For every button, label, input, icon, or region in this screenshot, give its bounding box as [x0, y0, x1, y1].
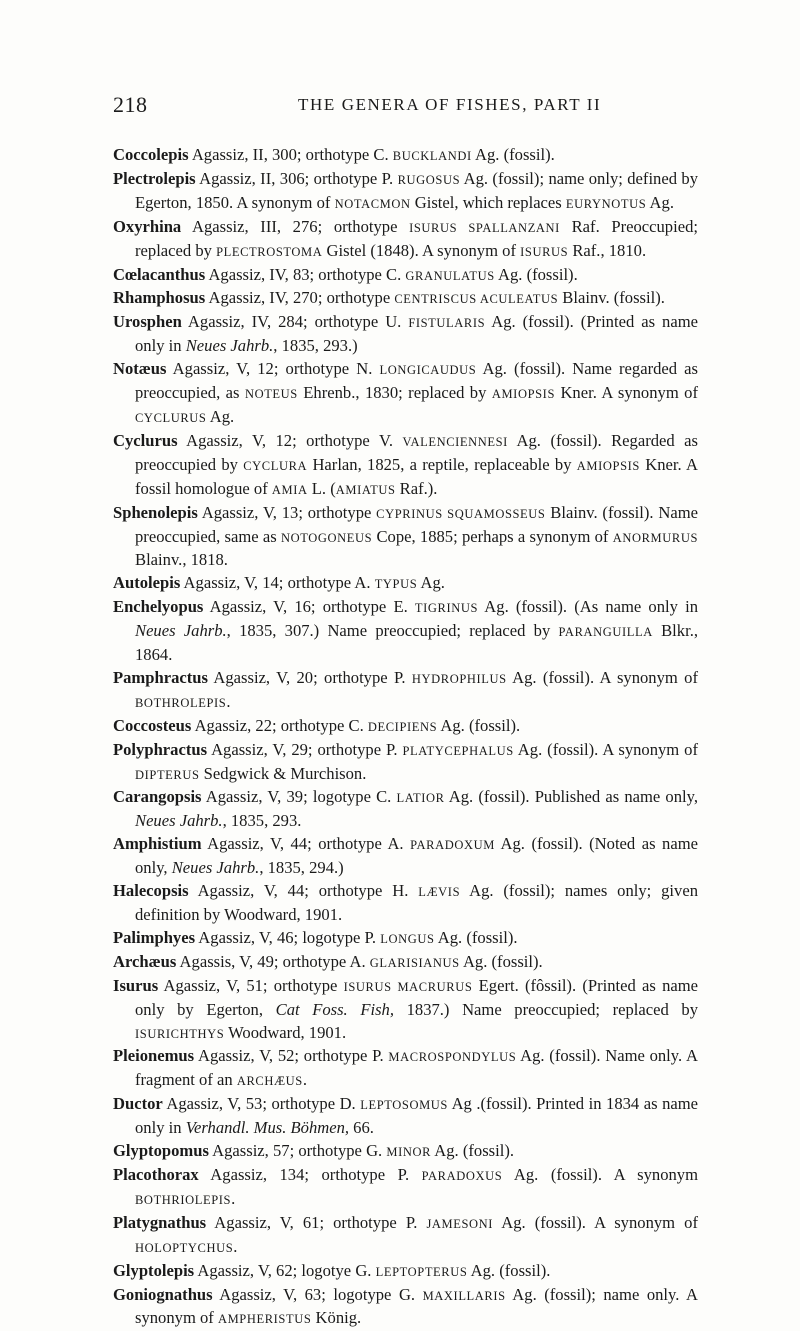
taxon-name: ISURUS MACRURUS [344, 980, 473, 994]
citation-title: Cat Foss. Fish, [276, 1000, 394, 1019]
taxon-name: CYCLURA [243, 459, 307, 473]
taxon-name: DIPTERUS [135, 768, 200, 782]
entry-text: Ag. (fossil). (Noted as name only, [135, 834, 698, 877]
genus-name: Carangopsis [113, 787, 202, 806]
taxon-name: GRANULATUS [405, 269, 494, 283]
taxon-name: LATIOR [396, 791, 444, 805]
entry-text: Blainv. (fossil). Name preoccupied, same as [135, 503, 698, 546]
entry-text: Agassiz, 22; orthotype C. [191, 716, 368, 735]
genus-name: Halecopsis [113, 881, 189, 900]
genus-name: Amphistium [113, 834, 202, 853]
entry-text: Ag. [206, 407, 234, 426]
genus-name: Coccolepis [113, 145, 189, 164]
genus-entry [113, 168, 698, 216]
entry-text: Ag. (fossil). [435, 928, 518, 947]
entry-text: Raf.). [396, 479, 438, 498]
entry-text: Gistel (1848). A synonym of [322, 241, 520, 260]
genus-entry [113, 572, 698, 596]
entry-text: Ag. (fossil). (As name only in [478, 597, 698, 616]
entry-text: , 1835, 294.) [259, 858, 343, 877]
taxon-name: AMIATUS [336, 483, 396, 497]
entry-text: Ag. (fossil); name only; defined by Egerton, 1850. A synonym of [135, 169, 698, 212]
entry-text: . [233, 1237, 237, 1256]
genus-entry [113, 287, 698, 311]
taxon-name: EURYNOTUS [566, 197, 646, 211]
entry-text: Agassiz, V, 20; orthotype P. [208, 668, 412, 687]
genus-entry [113, 715, 698, 739]
taxon-name: GLARISIANUS [370, 956, 460, 970]
entry-text: Agassiz, V, 12; orthotype N. [166, 359, 379, 378]
entry-text: Ag. (fossil). [472, 145, 555, 164]
taxon-name: LONGUS [380, 932, 434, 946]
entry-text: Agassiz, IV, 83; orthotype C. [205, 265, 405, 284]
entry-text: Ag .(fossil). Printed in 1834 as name only in [135, 1094, 698, 1137]
genus-name: Notæus [113, 359, 166, 378]
entry-text: Agassiz, V, 63; logotype G. [213, 1285, 423, 1304]
taxon-name: DECIPIENS [368, 720, 437, 734]
taxon-name: ISURUS [520, 245, 568, 259]
entry-text: Agassis, V, 49; orthotype A. [176, 952, 369, 971]
genus-name: Rhamphosus [113, 288, 205, 307]
entry-text: Agassiz, V, 12; orthotype V. [178, 431, 403, 450]
genus-name: Goniognathus [113, 1285, 213, 1304]
genus-entry-list [113, 144, 698, 1331]
genus-name: Cœlacanthus [113, 265, 205, 284]
entry-text: Agassiz, V, 62; logotye G. [194, 1261, 375, 1280]
genus-name: Cyclurus [113, 431, 178, 450]
genus-name: Palimphyes [113, 928, 195, 947]
entry-text: Agassiz, II, 300; orthotype C. [189, 145, 393, 164]
genus-entry [113, 264, 698, 288]
genus-name: Pleionemus [113, 1046, 194, 1065]
entry-text: Ag. (fossil). A synonym [502, 1165, 698, 1184]
entry-text: Harlan, 1825, a reptile, replaceable by [307, 455, 577, 474]
entry-text: Ag. (fossil); name only. A synonym of [135, 1285, 698, 1328]
taxon-name: PARANGUILLA [559, 625, 653, 639]
genus-name: Oxyrhina [113, 217, 181, 236]
entry-text: , 1835, 293. [223, 811, 302, 830]
entry-text: Sedgwick & Murchison. [200, 764, 367, 783]
citation-title: Neues Jahrb. [135, 811, 223, 830]
entry-text: Ag. (fossil). A synonym of [514, 740, 698, 759]
entry-text: L. ( [308, 479, 336, 498]
genus-entry [113, 975, 698, 1046]
entry-text: Agassiz, V, 52; orthotype P. [194, 1046, 388, 1065]
entry-text: Ag. (fossil). A synonym of [507, 668, 698, 687]
page-header [0, 92, 800, 122]
entry-text: Agassiz, V, 16; orthotype E. [203, 597, 415, 616]
genus-entry [113, 739, 698, 787]
genus-entry [113, 358, 698, 430]
genus-name: Urosphen [113, 312, 182, 331]
entry-text: Ag. (fossil). [437, 716, 520, 735]
entry-text: Agassiz, 134; orthotype P. [199, 1165, 422, 1184]
genus-entry [113, 667, 698, 715]
genus-name: Glyptopomus [113, 1141, 209, 1160]
genus-entry [113, 927, 698, 951]
entry-text: Ag. (fossil). (Printed as name only in [135, 312, 698, 355]
entry-text: Kner. A synonym of [555, 383, 698, 402]
taxon-name: PLECTROSTOMA [216, 245, 322, 259]
entry-text: Blainv. (fossil). [558, 288, 665, 307]
entry-text: Ag. (fossil). Name only. A fragment of an [135, 1046, 698, 1089]
genus-name: Isurus [113, 976, 158, 995]
taxon-name: ISURICHTHYS [135, 1027, 224, 1041]
entry-text: Agassiz, II, 306; orthotype P. [196, 169, 398, 188]
entry-text: Ehrenb., 1830; replaced by [298, 383, 492, 402]
entry-text: Woodward, 1901. [224, 1023, 346, 1042]
taxon-name: VALENCIENNESI [402, 435, 507, 449]
taxon-name: PARADOXUM [410, 838, 495, 852]
taxon-name: ISURUS SPALLANZANI [409, 221, 560, 235]
taxon-name: HYDROPHILUS [412, 672, 507, 686]
entry-text: Egert. (fôssil). (Printed as name only by Egerton, [135, 976, 698, 1019]
taxon-name: MINOR [386, 1145, 431, 1159]
taxon-name: BOTHRIOLEPIS [135, 1193, 231, 1207]
taxon-name: NOTEUS [245, 387, 298, 401]
taxon-name: AMIA [272, 483, 308, 497]
running-head: THE GENERA OF FISHES, PART II [298, 95, 601, 115]
entry-text: Agassiz, IV, 270; orthotype [205, 288, 394, 307]
genus-name: Coccosteus [113, 716, 191, 735]
entry-text: Gistel, which replaces [411, 193, 566, 212]
taxon-name: TYPUS [375, 577, 418, 591]
entry-text: Agassiz, V, 14; orthotype A. [180, 573, 374, 592]
entry-text: Agassiz, 57; orthotype G. [209, 1141, 386, 1160]
genus-entry [113, 1140, 698, 1164]
genus-entry [113, 596, 698, 667]
taxon-name: CYPRINUS SQUAMOSSEUS [376, 507, 545, 521]
taxon-name: LÆVIS [418, 885, 460, 899]
entry-text: Agassiz, V, 53; orthotype D. [163, 1094, 360, 1113]
taxon-name: FISTULARIS [408, 316, 485, 330]
genus-name: Sphenolepis [113, 503, 198, 522]
taxon-name: CYCLURUS [135, 411, 206, 425]
entry-text: Ag. [417, 573, 445, 592]
taxon-name: NOTACMON [335, 197, 411, 211]
entry-text: Ag. (fossil). Name regarded as preoccupied, as [135, 359, 698, 402]
taxon-name: PLATYCEPHALUS [402, 744, 513, 758]
taxon-name: HOLOPTYCHUS [135, 1241, 233, 1255]
citation-title: Neues Jahrb. [172, 858, 260, 877]
taxon-name: ANORMURUS [613, 531, 698, 545]
genus-entry [113, 951, 698, 975]
genus-entry [113, 1164, 698, 1212]
taxon-name: LEPTOSOMUS [360, 1098, 448, 1112]
entry-text: Agassiz, V, 44; orthotype A. [202, 834, 411, 853]
entry-text: Agassiz, V, 61; orthotype P. [206, 1213, 426, 1232]
taxon-name: AMIOPSIS [577, 459, 640, 473]
entry-text: Agassiz, V, 29; orthotype P. [207, 740, 402, 759]
taxon-name: BUCKLANDI [393, 149, 472, 163]
entry-text: Agassiz, IV, 284; orthotype U. [182, 312, 408, 331]
entry-text: Agassiz, V, 39; logotype C. [202, 787, 397, 806]
entry-text: 1837.) Name preoccupied; replaced by [394, 1000, 698, 1019]
entry-text: , 1835, 307.) Name preoccupied; replaced by [227, 621, 559, 640]
genus-name: Ductor [113, 1094, 163, 1113]
genus-name: Polyphractus [113, 740, 207, 759]
taxon-name: PARADOXUS [422, 1169, 503, 1183]
entry-text: Ag. (fossil); names only; given definition by Woodward, 1901. [135, 881, 698, 924]
genus-name: Archæus [113, 952, 176, 971]
taxon-name: LEPTOPTERUS [376, 1265, 468, 1279]
genus-name: Glyptolepis [113, 1261, 194, 1280]
genus-name: Autolepis [113, 573, 180, 592]
entry-text: Agassiz, V, 46; logotype P. [195, 928, 380, 947]
taxon-name: TIGRINUS [415, 601, 478, 615]
taxon-name: CENTRISCUS ACULEATUS [394, 292, 558, 306]
entry-text: Ag. (fossil). Published as name only, [445, 787, 698, 806]
entry-text: Ag. (fossil). A synonym of [493, 1213, 698, 1232]
entry-text: Ag. (fossil). [495, 265, 578, 284]
taxon-name: MAXILLARIS [423, 1289, 506, 1303]
genus-entry [113, 1093, 698, 1140]
entry-text: Agassiz, V, 51; orthotype [158, 976, 343, 995]
genus-entry [113, 502, 698, 573]
entry-text: . [231, 1189, 235, 1208]
genus-name: Pamphractus [113, 668, 208, 687]
genus-entry [113, 144, 698, 168]
citation-title: Neues Jahrb. [135, 621, 227, 640]
page-number: 218 [113, 92, 148, 118]
entry-text: Ag. (fossil). [467, 1261, 550, 1280]
entry-text: Blkr., 1864. [135, 621, 698, 664]
genus-entry [113, 430, 698, 502]
taxon-name: JAMESONI [426, 1217, 493, 1231]
genus-entry [113, 1260, 698, 1284]
entry-text: Ag. (fossil). [460, 952, 543, 971]
entry-text: König. [311, 1308, 361, 1327]
genus-entry [113, 311, 698, 358]
genus-entry [113, 1212, 698, 1260]
genus-name: Plectrolepis [113, 169, 196, 188]
entry-text: Kner. A fossil homologue of [135, 455, 698, 498]
genus-entry [113, 216, 698, 264]
entry-text: Raf., 1810. [568, 241, 646, 260]
entry-text: Blainv., 1818. [135, 550, 228, 569]
entry-text: Ag. [646, 193, 674, 212]
entry-text: Ag. (fossil). Regarded as preoccupied by [135, 431, 698, 474]
taxon-name: LONGICAUDUS [379, 363, 476, 377]
taxon-name: NOTOGONEUS [281, 531, 372, 545]
taxon-name: AMIOPSIS [492, 387, 555, 401]
genus-name: Platygnathus [113, 1213, 206, 1232]
genus-entry [113, 880, 698, 927]
entry-text: Ag. (fossil). [431, 1141, 514, 1160]
entry-text: Raf. Preoccupied; replaced by [135, 217, 698, 260]
entry-text: . [303, 1070, 307, 1089]
genus-entry [113, 1045, 698, 1093]
taxon-name: AMPHERISTUS [218, 1312, 311, 1326]
genus-entry [113, 833, 698, 880]
genus-name: Placothorax [113, 1165, 199, 1184]
genus-entry [113, 786, 698, 833]
genus-entry [113, 1284, 698, 1331]
taxon-name: RUGOSUS [398, 173, 461, 187]
entry-text: , 1835, 293.) [273, 336, 357, 355]
entry-text: Agassiz, V, 13; orthotype [198, 503, 376, 522]
taxon-name: MACROSPONDYLUS [388, 1050, 516, 1064]
citation-title: Neues Jahrb. [186, 336, 274, 355]
genus-name: Enchelyopus [113, 597, 203, 616]
entry-text: . [226, 692, 230, 711]
taxon-name: BOTHROLEPIS [135, 696, 226, 710]
entry-text: Agassiz, V, 44; orthotype H. [189, 881, 419, 900]
citation-title: Verhandl. Mus. Böhmen, [186, 1118, 349, 1137]
taxon-name: ARCHÆUS [237, 1074, 303, 1088]
entry-text: 66. [349, 1118, 374, 1137]
entry-text: Cope, 1885; perhaps a synonym of [372, 527, 613, 546]
entry-text: Agassiz, III, 276; orthotype [181, 217, 409, 236]
